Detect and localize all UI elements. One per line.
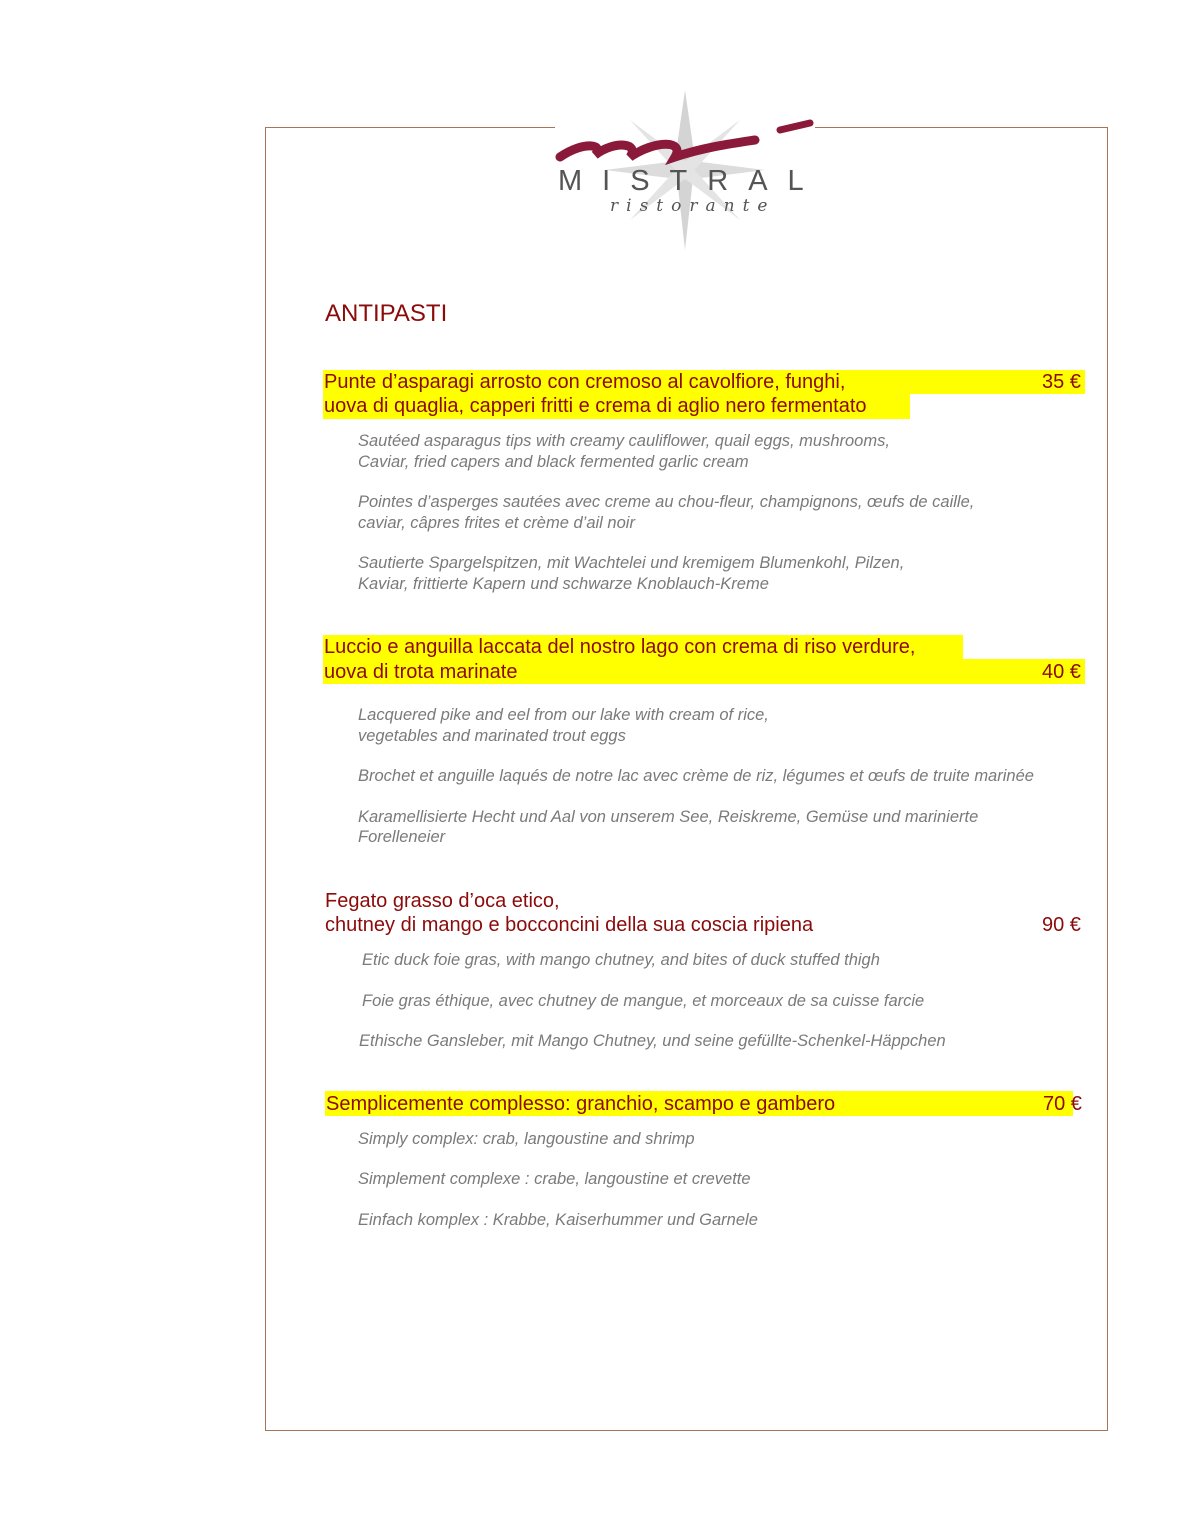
translation-de: Sautierte Spargelspitzen, mit Wachtelei und kremigem Blumenkohl, Pilzen, [358,554,905,572]
dish-title: chutney di mango e bocconcini della sua coscia ripiena [325,914,814,936]
translation-en: Simply complex: crab, langoustine and shrimp [358,1130,695,1148]
dish-price: 90 € [1042,914,1081,936]
section-title: ANTIPASTI [325,300,448,327]
translation-en: Sautéed asparagus tips with creamy cauliflower, quail eggs, mushrooms, [358,432,890,450]
translation-en: Etic duck foie gras, with mango chutney, and bites of duck stuffed thigh [362,951,880,969]
dish-title: uova di trota marinate [324,661,518,683]
dish-title: Fegato grasso d’oca etico, [325,890,560,912]
frame-border [265,127,266,1431]
translation-de: Forelleneier [358,828,446,846]
translation-fr: Simplement complexe : crabe, langoustine et crevette [358,1170,751,1188]
dish-price: 40 € [1042,661,1081,683]
dish-title: Punte d’asparagi arrosto con cremoso al cavolfiore, funghi, [324,371,846,393]
translation-fr: Pointes d’asperges sautées avec creme au chou-fleur, champignons, œufs de caille, [358,493,975,511]
logo-subtitle: ristorante [610,196,776,216]
translation-fr: Brochet et anguille laqués de notre lac avec crème de riz, légumes et œufs de truite marinée [358,767,1034,785]
translation-de: Ethische Gansleber, mit Mango Chutney, und seine gefüllte-Schenkel-Häppchen [359,1032,946,1050]
dish-title: Luccio e anguilla laccata del nostro lago con crema di riso verdure, [324,636,916,658]
translation-de: Einfach komplex : Krabbe, Kaiserhummer und Garnele [358,1211,758,1229]
dish-price: 70 € [1043,1093,1082,1115]
translation-de: Kaviar, frittierte Kapern und schwarze Knoblauch-Kreme [358,575,769,593]
frame-border [815,127,1108,128]
frame-border [265,1430,1108,1431]
translation-en: vegetables and marinated trout eggs [358,727,626,745]
translation-en: Caviar, fried capers and black fermented garlic cream [358,453,749,471]
translation-fr: Foie gras éthique, avec chutney de mangue, et morceaux de sa cuisse farcie [362,992,925,1010]
frame-border [1107,127,1108,1431]
frame-border [265,127,555,128]
translation-fr: caviar, câpres frites et crème d’ail noir [358,514,635,532]
translation-de: Karamellisierte Hecht und Aal von unserem See, Reiskreme, Gemüse und marinierte [358,808,979,826]
translation-en: Lacquered pike and eel from our lake with cream of rice, [358,706,769,724]
dish-title: uova di quaglia, capperi fritti e crema di aglio nero fermentato [324,395,867,417]
dish-price: 35 € [1042,371,1081,393]
dish-title: Semplicemente complesso: granchio, scampo e gambero [326,1093,836,1115]
logo-wordmark: MISTRAL [558,165,824,197]
